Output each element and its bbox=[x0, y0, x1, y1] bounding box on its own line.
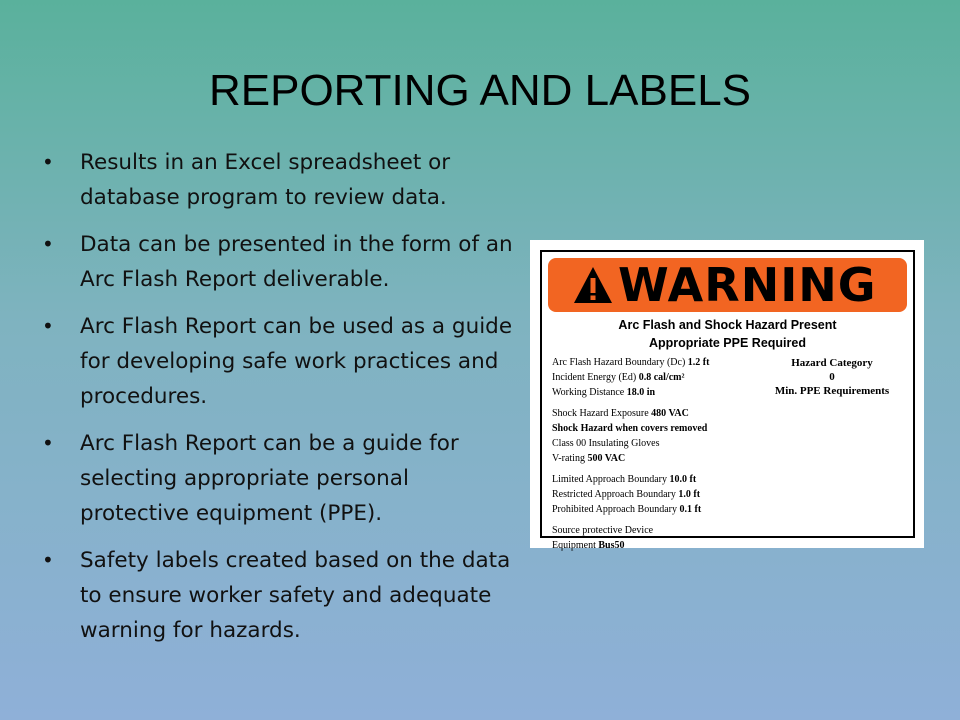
spec-line: Working Distance 18.0 in bbox=[552, 387, 656, 398]
bullet-dot-icon: • bbox=[42, 431, 54, 455]
spec-line: Prohibited Approach Boundary 0.1 ft bbox=[552, 504, 702, 515]
warning-label bbox=[540, 250, 915, 551]
warning-label-image bbox=[530, 240, 924, 551]
bullet-text: Safety labels created based on the data to ensure worker safety and adequate warning for hazards. bbox=[80, 548, 511, 643]
bullet-text: Results in an Excel spreadsheet or database program to review data. bbox=[80, 150, 451, 210]
spec-line: Arc Flash Hazard Boundary (Dc) 1.2 ft bbox=[552, 357, 710, 368]
spec-group-arc bbox=[552, 355, 772, 400]
bullet-item bbox=[42, 309, 522, 414]
hazard-category-block bbox=[757, 356, 907, 398]
spec-line: Equipment Bus50 bbox=[552, 540, 625, 551]
spec-group-boundaries bbox=[552, 472, 772, 517]
bullet-dot-icon: • bbox=[42, 548, 54, 572]
bullet-item bbox=[42, 543, 522, 648]
bullet-text: Arc Flash Report can be used as a guide for developing safe work practices and procedures. bbox=[80, 314, 513, 409]
bullet-text: Arc Flash Report can be a guide for selecting appropriate personal protective equipment (PPE). bbox=[80, 431, 459, 526]
bullet-dot-icon: • bbox=[42, 150, 54, 174]
bullet-list bbox=[42, 145, 522, 660]
hazard-category-title: Hazard Category bbox=[791, 357, 873, 369]
hazard-present-text: Arc Flash and Shock Hazard Present bbox=[618, 318, 837, 332]
warning-banner bbox=[548, 258, 907, 312]
bullet-item bbox=[42, 145, 522, 215]
spec-line: Limited Approach Boundary 10.0 ft bbox=[552, 474, 697, 485]
spec-group-shock bbox=[552, 406, 772, 466]
spec-line: Shock Hazard when covers removed bbox=[552, 423, 708, 434]
bullet-item bbox=[42, 426, 522, 531]
spec-line: Shock Hazard Exposure 480 VAC bbox=[552, 408, 689, 419]
spec-line: Incident Energy (Ed) 0.8 cal/cm² bbox=[552, 372, 685, 383]
spec-line: Class 00 Insulating Gloves bbox=[552, 438, 660, 449]
hazard-category-value: 0 bbox=[829, 371, 835, 383]
spec-line: V-rating 500 VAC bbox=[552, 453, 626, 464]
warning-word: WARNING bbox=[618, 258, 877, 312]
spec-line: Restricted Approach Boundary 1.0 ft bbox=[552, 489, 701, 500]
label-specs bbox=[552, 355, 772, 559]
min-ppe-text: Min. PPE Requirements bbox=[774, 385, 890, 397]
warning-triangle-icon bbox=[572, 265, 614, 305]
ppe-required-text: Appropriate PPE Required bbox=[649, 336, 806, 350]
slide-title: REPORTING AND LABELS bbox=[208, 66, 752, 115]
spec-line: Source protective Device bbox=[552, 525, 654, 536]
bullet-item bbox=[42, 227, 522, 297]
bullet-dot-icon: • bbox=[42, 314, 54, 338]
spec-group-source bbox=[552, 523, 772, 553]
bullet-text: Data can be presented in the form of an Arc Flash Report deliverable. bbox=[80, 232, 513, 292]
bullet-dot-icon: • bbox=[42, 232, 54, 256]
